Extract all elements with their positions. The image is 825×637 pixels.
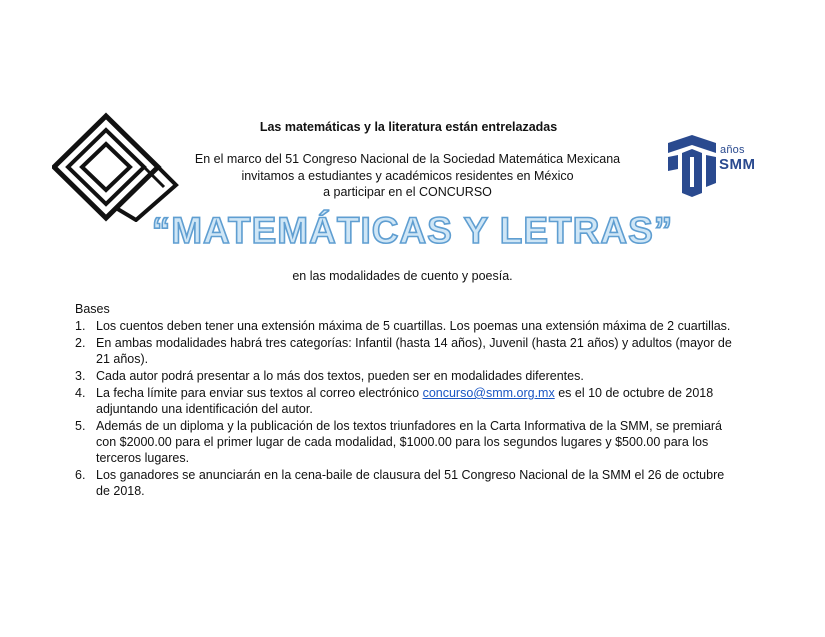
rule-item-4 <box>75 385 735 417</box>
header-line-3: a participar en el CONCURSO <box>323 185 492 199</box>
contest-title: “MATEMÁTICAS Y LETRAS” <box>151 210 674 251</box>
header-line-1: En el marco del 51 Congreso Nacional de la Sociedad Matemática Mexicana <box>194 152 621 166</box>
rule-number: 6. <box>75 468 86 482</box>
email-link[interactable]: concurso@smm.org.mx <box>422 386 555 400</box>
rule-text: Cada autor podrá presentar a lo más dos textos, pueden ser en modalidades diferentes. <box>96 369 584 383</box>
rule-number: 5. <box>75 419 86 433</box>
logo-smm-text: SMM <box>719 156 756 173</box>
contest-subtitle: en las modalidades de cuento y poesía. <box>292 269 513 283</box>
rule-number: 1. <box>75 319 86 333</box>
rule-text-before: La fecha límite para enviar sus textos al correo electrónico <box>96 386 423 400</box>
rule-text: Los cuentos deben tener una extensión máxima de 5 cuartillas. Los poemas una extensión máxima de 2 cuartillas. <box>96 319 731 333</box>
rule-text: En ambas modalidades habrá tres categorías: Infantil (hasta 14 años), Juvenil (hasta 21 años) y adultos (mayor de 21 años). <box>96 336 732 366</box>
rule-number: 2. <box>75 336 86 350</box>
bases-label: Bases <box>75 302 110 316</box>
header-line-2: invitamos a estudiantes y académicos residentes en México <box>241 169 574 183</box>
rule-item-2 <box>75 335 735 367</box>
rule-text: Los ganadores se anunciarán en la cena-baile de clausura del 51 Congreso Nacional de la SMM el 26 de octubre de 2018. <box>96 468 725 498</box>
rule-item-5 <box>75 418 735 466</box>
rule-number: 4. <box>75 386 86 400</box>
rule-text: Además de un diploma y la publicación de los textos triunfadores en la Carta Informativa de la SMM, se premiará con $2000.00 para el primer lugar de cada modalidad, $1000.00 para los segundos lugares y $500.00 para los terceros lugares. <box>96 419 723 465</box>
logo-anos-text: años <box>720 144 745 156</box>
rule-item-3 <box>75 368 735 384</box>
header-title: Las matemáticas y la literatura están entrelazadas <box>259 120 558 134</box>
rule-text-after: es el 10 de octubre de 2018 adjuntando una identificación del autor. <box>96 386 714 416</box>
rules-list <box>75 318 735 500</box>
rule-item-6 <box>75 467 735 499</box>
rule-number: 3. <box>75 369 86 383</box>
rule-item-1 <box>75 318 735 334</box>
